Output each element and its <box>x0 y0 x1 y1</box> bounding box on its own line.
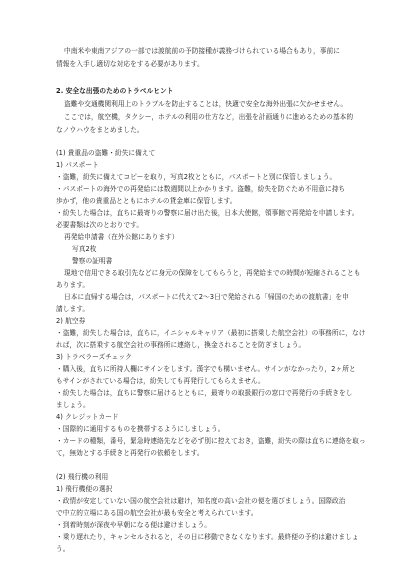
text-line: 再発給申請書（在外公館にあります） <box>64 233 179 241</box>
text-line: ・紛失した場合は，直ちに警察に届けるとともに，最寄りの取扱銀行の窓口で再発行の手続きをし <box>56 389 353 397</box>
text-line: 情報を入手し適切な対応をする必要があります。 <box>56 60 204 68</box>
text-line: もサインがされている場合は，紛失しても再発行してもらえません。 <box>56 377 265 385</box>
text-line: (2) 飛行機の利用 <box>56 473 109 481</box>
text-line: ・盗難，紛失に備えてコピーを取り，写真2枚とともに，パスポートと別に保管しましょう。 <box>56 173 337 181</box>
text-line: ・国際的に通用するものを携帯するようにしましょう。 <box>56 425 225 433</box>
text-line: 現地で信用できる取引先などに身元の保障をしてもらうと，再発給までの時間が短縮されることも <box>64 269 361 277</box>
text-line: ・パスポートの海外での再発給には数週間以上かかります。盗難，紛失を防ぐため不用意に持ち <box>56 185 346 193</box>
text-line: 1) パスポート <box>56 161 99 169</box>
text-line: あります。 <box>56 281 90 289</box>
text-line: ましょう。 <box>56 401 90 409</box>
text-line: れば，次に搭乗する航空会社の事務所に連絡し，換金されることを防ぎましょう。 <box>56 341 306 349</box>
text-line: 2) 航空券 <box>56 317 86 325</box>
text-line: (1) 貴重品の盗難・紛失に備えて <box>56 149 156 157</box>
text-line: ・盗難，紛失した場合は，直ちに，イニシャルキャリア（最初に搭乗した航空会社）の事務所に，なけ <box>56 329 366 337</box>
text-line: 歩かず，他の貴重品とともにホテルの貸金庫に保管します。 <box>56 197 237 205</box>
text-line: ・購入後，直ちに所持人欄にサインをします。漢字でも構いません。サインがなかったり，2ヶ所と <box>56 365 356 373</box>
text-line: ・到着時刻が深夜や早朝になる便は避けましょう。 <box>56 521 211 529</box>
text-line: で中立的立場にある国の航空会社が最も安全と考えられています。 <box>56 509 258 517</box>
text-line: ・紛失した場合は，直ちに最寄りの警察に届け出た後，日本大使館，領事館で再発給を申請します。 <box>56 209 359 217</box>
text-line: 1) 飛行機便の選択 <box>56 485 113 493</box>
text-line: 中南米や東南アジアの一部では渡航前の予防接種が義務づけられている場合もあり，事前に <box>64 47 340 55</box>
text-line: 日本に直帰する場合は，パスポートに代えて2〜3日で発給される「帰国のための渡航書」を申 <box>64 293 349 301</box>
text-line: 4) クレジットカード <box>56 413 119 421</box>
text-line: て，無効とする手続きと再発行の依頼をします。 <box>56 449 204 457</box>
text-line: 3) トラベラーズチェック <box>56 353 132 361</box>
text-line: 警察の証明書 <box>72 257 113 265</box>
text-line: 写真2枚 <box>72 245 97 253</box>
text-line: なノウハウをまとめました。 <box>56 126 144 134</box>
text-line: ・政情が安定していない国の航空会社は避け，知名度の高い会社の便を選びましょう。国際政治 <box>56 497 346 505</box>
text-line: 盗難や交通機関利用上のトラブルを防止することは，快適で安全な海外出張に欠かせません。 <box>64 100 348 108</box>
text-line: 請します。 <box>56 305 90 313</box>
text-line: 必要書類は次のとおりです。 <box>56 221 144 229</box>
text-line: ここでは，航空機，タクシー，ホテルの利用の仕方など，出張を計画通りに進めるための基本的 <box>64 113 354 121</box>
section-heading: 2. 安全な出張のためのトラベルヒント <box>56 87 174 95</box>
text-line: ・乗り遅れたり，キャンセルされると，その日に移動できなくなります。最終便の予約は避けましょ <box>56 533 359 541</box>
text-line: ・カードの種類，番号，緊急時連絡先などを必ず別に控えておき，盗難，紛失の際は直ちに連絡を取っ <box>56 437 366 445</box>
text-line: う。 <box>56 545 70 553</box>
